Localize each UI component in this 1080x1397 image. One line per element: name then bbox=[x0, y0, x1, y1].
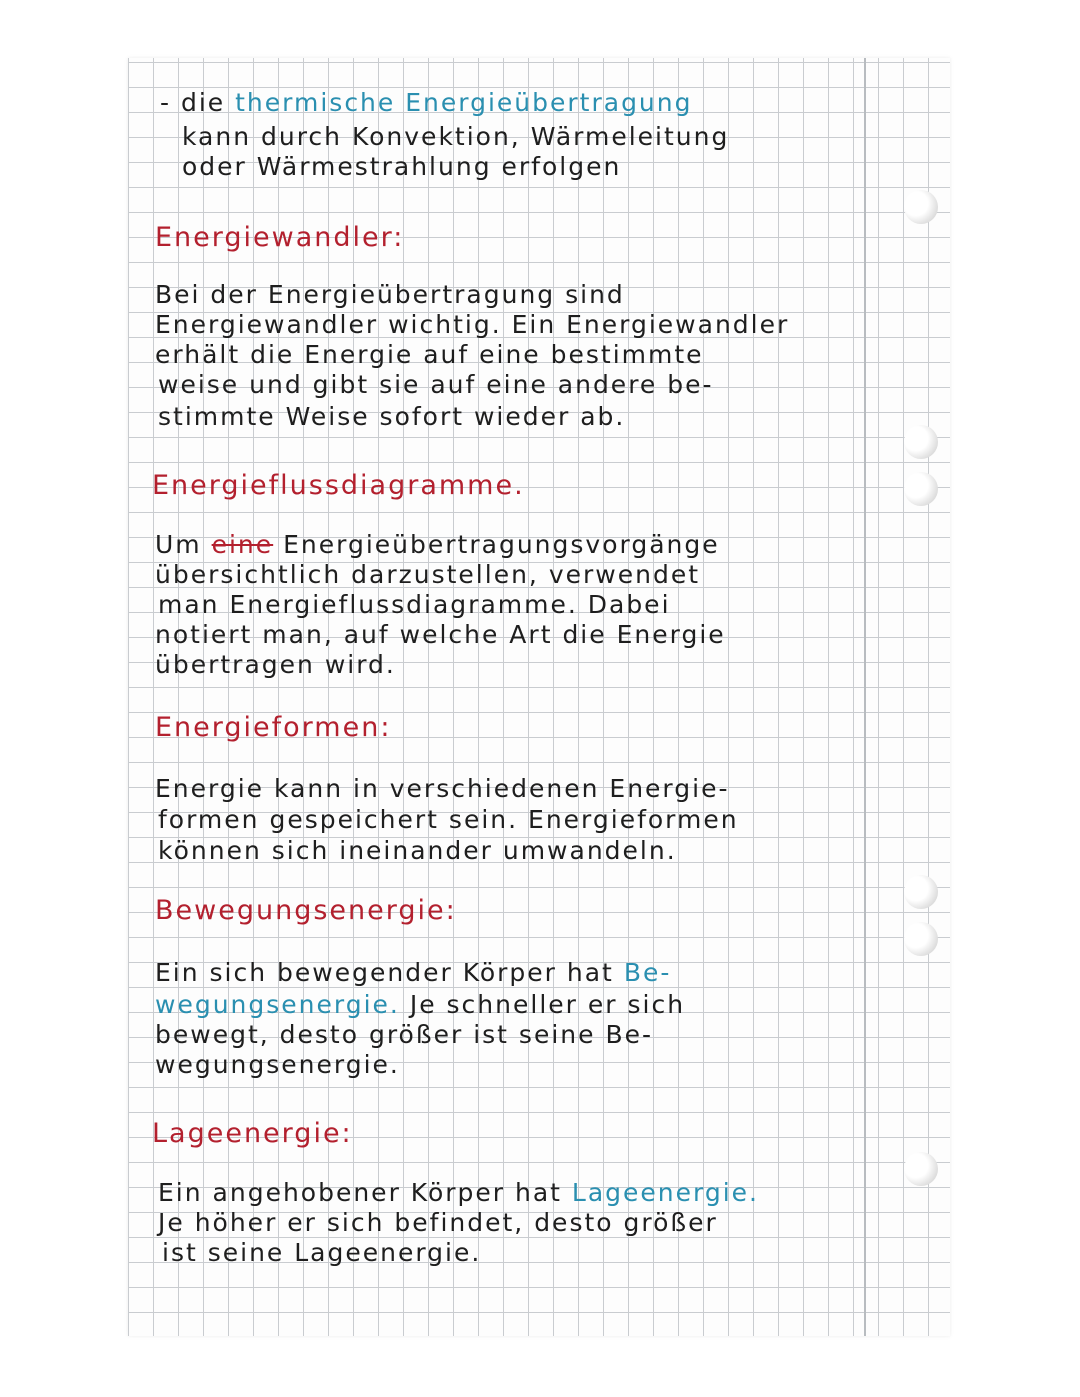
margin-line bbox=[864, 58, 866, 1336]
text-line: Energiewandler wichtig. Ein Energiewandler bbox=[155, 310, 790, 339]
punch-hole bbox=[904, 425, 938, 459]
text: Um bbox=[155, 530, 202, 559]
text-line: ist seine Lageenergie. bbox=[162, 1238, 482, 1267]
text: - die bbox=[160, 88, 226, 117]
term-highlight: Lageenergie. bbox=[571, 1178, 759, 1207]
text-line: Bei der Energieübertragung sind bbox=[155, 280, 625, 309]
punch-hole bbox=[904, 190, 938, 224]
text-line bbox=[158, 1178, 759, 1207]
punch-hole bbox=[904, 1152, 938, 1186]
intro-line: kann durch Konvektion, Wärmeleitung bbox=[182, 122, 730, 151]
text-line: Je höher er sich befindet, desto größer bbox=[158, 1208, 718, 1237]
text-line: Energie kann in verschiedenen Energie- bbox=[155, 774, 730, 803]
text: Ein angehobener Körper hat bbox=[158, 1178, 562, 1207]
text-line: übersichtlich darzustellen, verwendet bbox=[155, 560, 700, 589]
punch-hole bbox=[904, 922, 938, 956]
text-line: weise und gibt sie auf eine andere be- bbox=[158, 370, 714, 399]
text-line: übertragen wird. bbox=[155, 650, 396, 679]
text-line: notiert man, auf welche Art die Energie bbox=[155, 620, 726, 649]
text-line bbox=[155, 990, 685, 1019]
text-line: man Energieflussdiagramme. Dabei bbox=[158, 590, 671, 619]
text-line: stimmte Weise sofort wieder ab. bbox=[158, 402, 626, 431]
section-heading: Energiewandler: bbox=[155, 222, 405, 253]
text-line: erhält die Energie auf eine bestimmte bbox=[155, 340, 704, 369]
term-highlight: thermische Energieübertragung bbox=[235, 88, 693, 117]
text-line bbox=[155, 530, 720, 559]
text-line: formen gespeichert sein. Energieformen bbox=[158, 805, 739, 834]
text: Energieübertragungsvorgänge bbox=[283, 530, 720, 559]
punch-hole bbox=[904, 875, 938, 909]
intro-line bbox=[160, 88, 693, 117]
text-line: wegungsenergie. bbox=[155, 1050, 400, 1079]
text: Ein sich bewegender Körper hat bbox=[155, 958, 614, 987]
section-heading: Energieformen: bbox=[155, 712, 392, 743]
section-heading: Bewegungsenergie: bbox=[155, 895, 457, 926]
section-heading: Lageenergie: bbox=[152, 1118, 353, 1149]
term-highlight: Be- bbox=[623, 958, 672, 987]
text-line: können sich ineinander umwandeln. bbox=[158, 836, 677, 865]
punch-hole bbox=[904, 472, 938, 506]
text: Je schneller er sich bbox=[409, 990, 686, 1019]
term-highlight: wegungsenergie. bbox=[155, 990, 400, 1019]
text-line: bewegt, desto größer ist seine Be- bbox=[155, 1020, 654, 1049]
text-line bbox=[155, 958, 671, 987]
section-heading: Energieflussdiagramme. bbox=[152, 470, 525, 501]
struck-word: eine bbox=[211, 530, 274, 559]
intro-line: oder Wärmestrahlung erfolgen bbox=[182, 152, 622, 181]
